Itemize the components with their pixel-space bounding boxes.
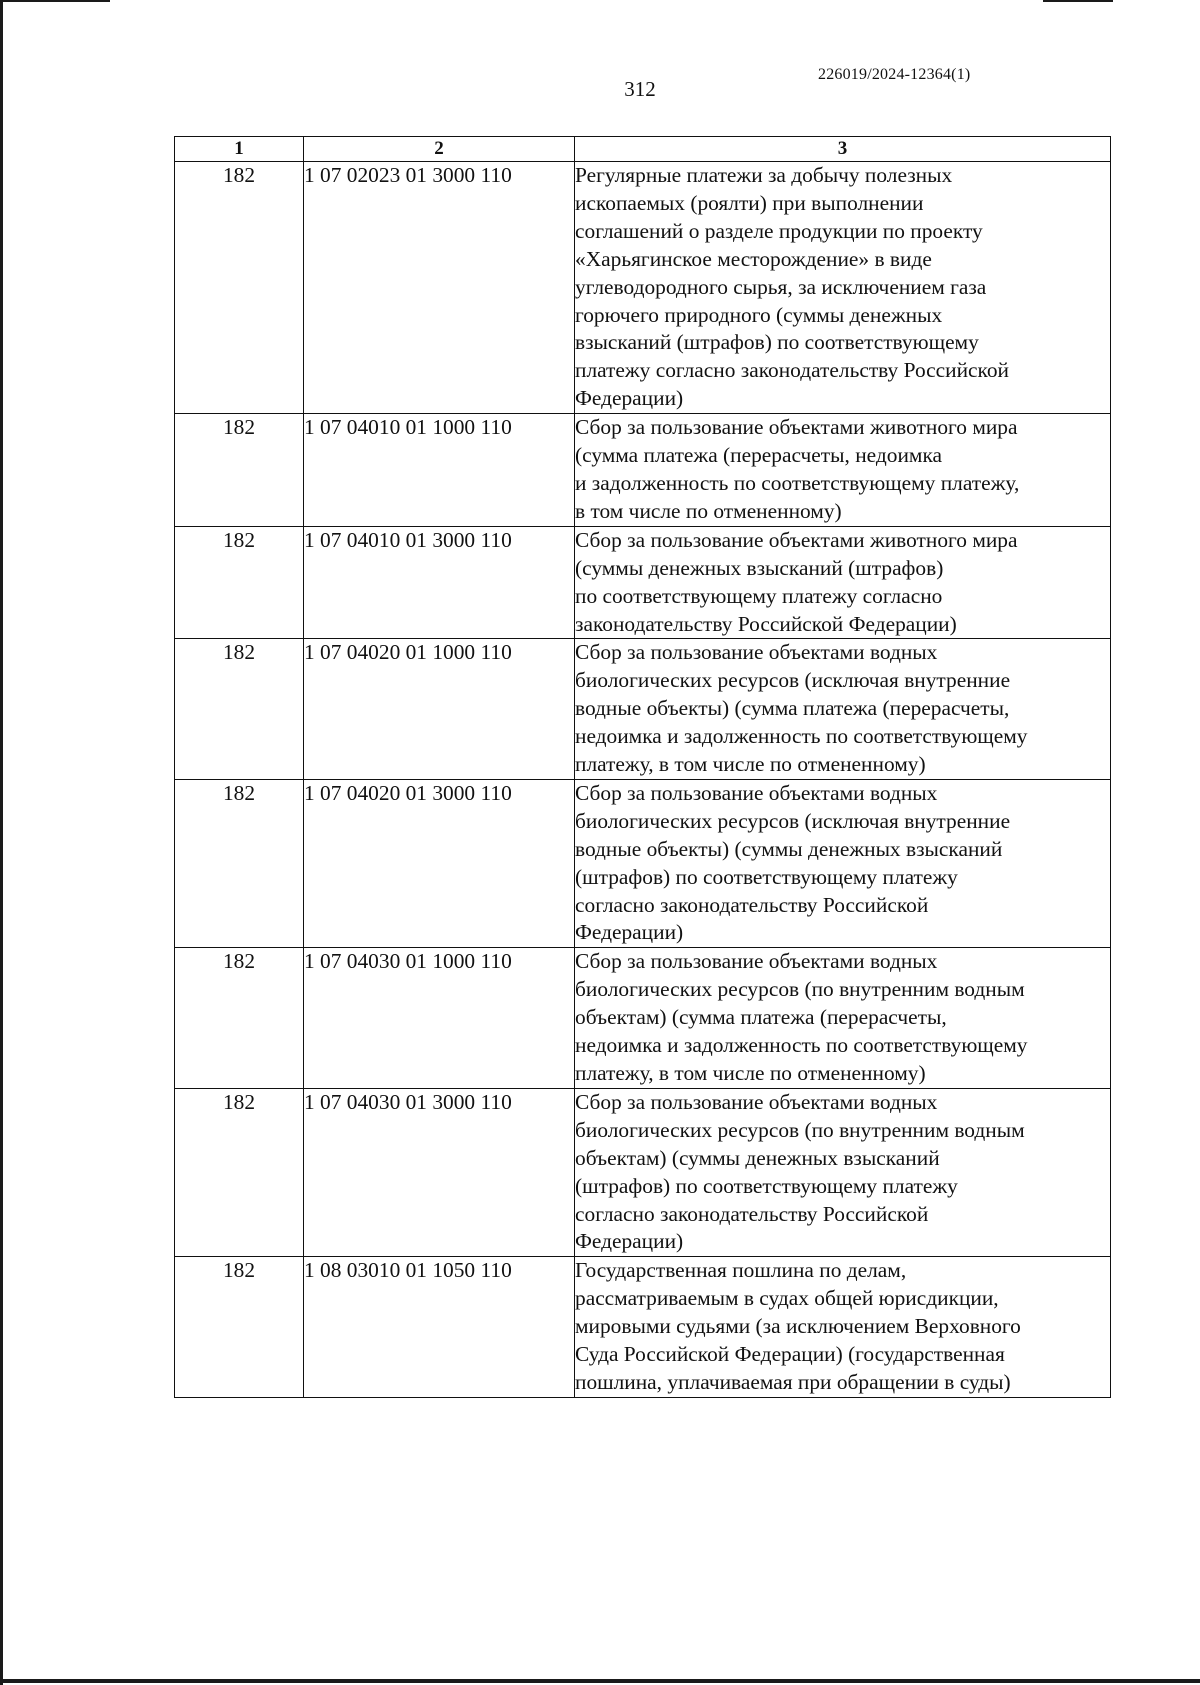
description-line: и задолженность по соответствующему платежу, xyxy=(575,470,1020,495)
table-row xyxy=(175,162,1111,414)
budget-classification-code-cell: 1 07 04020 01 1000 110 xyxy=(304,639,575,780)
description-line: Сбор за пользование объектами водных xyxy=(575,949,938,974)
revenue-description-cell xyxy=(575,162,1111,414)
table-row xyxy=(175,779,1111,947)
description-line: мировыми судьями (за исключением Верховного xyxy=(575,1314,1021,1339)
description-line: Федерации) xyxy=(575,1229,684,1254)
scan-border-left xyxy=(0,0,3,1685)
description-line: объектам) (сумма платежа (перерасчеты, xyxy=(575,1005,947,1030)
description-line: горючего природного (суммы денежных xyxy=(575,302,943,327)
description-line: Сбор за пользование объектами водных xyxy=(575,780,938,805)
document-registration-number: 226019/2024-12364(1) xyxy=(818,66,971,83)
description-line: пошлина, уплачиваемая при обращении в суды) xyxy=(575,1369,1011,1394)
description-line: взысканий (штрафов) по соответствующему xyxy=(575,330,979,355)
description-line: платежу, в том числе по отмененному) xyxy=(575,752,926,777)
scan-border-top-right xyxy=(1043,0,1113,2)
description-line: Федерации) xyxy=(575,920,684,945)
description-line: согласно законодательству Российской xyxy=(575,1201,929,1226)
column-header-3: 3 xyxy=(575,137,1111,162)
page-number: 312 xyxy=(624,77,656,101)
description-line: Сбор за пользование объектами животного мира xyxy=(575,527,1018,552)
description-line: водные объекты) (суммы денежных взысканий xyxy=(575,836,1003,861)
admin-code-cell: 182 xyxy=(175,414,304,527)
description-line: (штрафов) по соответствующему платежу xyxy=(575,864,958,889)
description-line: Регулярные платежи за добычу полезных xyxy=(575,163,953,187)
table-row xyxy=(175,948,1111,1089)
budget-classification-code-cell: 1 07 04020 01 3000 110 xyxy=(304,779,575,947)
description-line: в том числе по отмененному) xyxy=(575,498,842,523)
admin-code-cell: 182 xyxy=(175,1088,304,1256)
description-line: рассматриваемым в судах общей юрисдикции, xyxy=(575,1286,999,1311)
description-line: (суммы денежных взысканий (штрафов) xyxy=(575,555,944,580)
table-row xyxy=(175,1088,1111,1256)
description-line: Сбор за пользование объектами водных xyxy=(575,640,938,665)
description-line: платежу согласно законодательству Российской xyxy=(575,358,1009,383)
revenue-description-cell xyxy=(575,1257,1111,1398)
description-line: по соответствующему платежу согласно xyxy=(575,583,943,608)
budget-classification-code-cell: 1 07 04030 01 1000 110 xyxy=(304,948,575,1089)
budget-classification-code-cell: 1 07 04010 01 3000 110 xyxy=(304,526,575,639)
description-line: недоимка и задолженность по соответствующему xyxy=(575,1033,1028,1058)
table-row xyxy=(175,1257,1111,1398)
table-header-row xyxy=(175,137,1111,162)
description-line: водные объекты) (сумма платежа (перерасчеты, xyxy=(575,696,1010,721)
revenue-description-cell xyxy=(575,779,1111,947)
admin-code-cell: 182 xyxy=(175,948,304,1089)
revenue-description-cell xyxy=(575,948,1111,1089)
description-line: недоимка и задолженность по соответствующему xyxy=(575,724,1028,749)
scan-border-top-left xyxy=(0,0,110,2)
description-line: Государственная пошлина по делам, xyxy=(575,1258,907,1283)
budget-classification-code-cell: 1 08 03010 01 1050 110 xyxy=(304,1257,575,1398)
revenue-description-cell xyxy=(575,526,1111,639)
description-line: биологических ресурсов (исключая внутренние xyxy=(575,808,1011,833)
kbk-table xyxy=(174,136,1111,1398)
description-line: платежу, в том числе по отмененному) xyxy=(575,1061,926,1085)
description-line: биологических ресурсов (по внутренним водным xyxy=(575,1117,1025,1142)
budget-classification-code-cell: 1 07 02023 01 3000 110 xyxy=(304,162,575,414)
description-line: согласно законодательству Российской xyxy=(575,892,929,917)
revenue-description-cell xyxy=(575,1088,1111,1256)
column-header-2: 2 xyxy=(304,137,575,162)
description-line: «Харьягинское месторождение» в виде xyxy=(575,246,932,271)
scan-border-bottom xyxy=(0,1679,1200,1683)
revenue-description-cell xyxy=(575,639,1111,780)
description-line: объектам) (суммы денежных взысканий xyxy=(575,1145,940,1170)
description-line: (сумма платежа (перерасчеты, недоимка xyxy=(575,443,943,468)
revenue-description-cell xyxy=(575,414,1111,527)
description-line: биологических ресурсов (по внутренним водным xyxy=(575,977,1025,1002)
admin-code-cell: 182 xyxy=(175,526,304,639)
table-row xyxy=(175,526,1111,639)
description-line: законодательству Российской Федерации) xyxy=(575,611,957,636)
description-line: Сбор за пользование объектами водных xyxy=(575,1089,938,1114)
description-line: Сбор за пользование объектами животного мира xyxy=(575,415,1018,440)
description-line: Суда Российской Федерации) (государственная xyxy=(575,1342,1005,1367)
description-line: соглашений о разделе продукции по проекту xyxy=(575,218,983,243)
description-line: углеводородного сырья, за исключением газа xyxy=(575,274,987,299)
admin-code-cell: 182 xyxy=(175,779,304,947)
description-line: (штрафов) по соответствующему платежу xyxy=(575,1173,958,1198)
admin-code-cell: 182 xyxy=(175,639,304,780)
budget-classification-code-cell: 1 07 04010 01 1000 110 xyxy=(304,414,575,527)
table-row xyxy=(175,414,1111,527)
budget-classification-code-cell: 1 07 04030 01 3000 110 xyxy=(304,1088,575,1256)
admin-code-cell: 182 xyxy=(175,1257,304,1398)
table-row xyxy=(175,639,1111,780)
description-line: биологических ресурсов (исключая внутренние xyxy=(575,668,1011,693)
column-header-1: 1 xyxy=(175,137,304,162)
table-body xyxy=(175,162,1111,1398)
admin-code-cell: 182 xyxy=(175,162,304,414)
description-line: Федерации) xyxy=(575,386,684,411)
description-line: ископаемых (роялти) при выполнении xyxy=(575,190,924,215)
